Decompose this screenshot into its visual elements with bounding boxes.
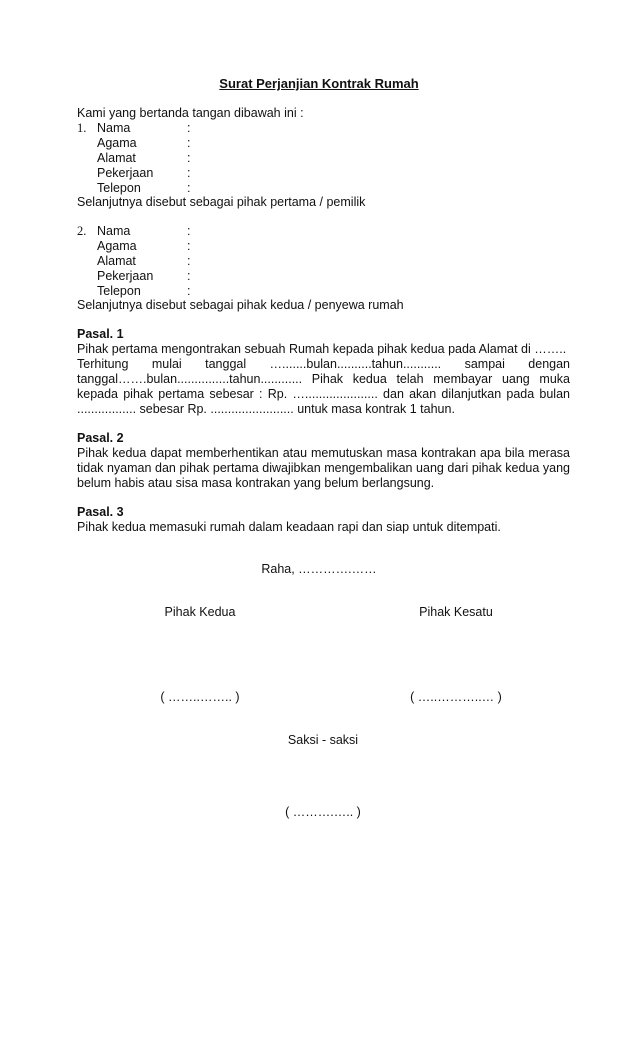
party2-field-label: Telepon bbox=[97, 284, 141, 298]
intro-text: Kami yang bertanda tangan dibawah ini : bbox=[77, 106, 304, 120]
party2-number: 2. bbox=[77, 224, 87, 238]
party1-field-label: Agama bbox=[97, 136, 137, 150]
party1-field-label: Telepon bbox=[97, 181, 141, 195]
pasal1-line: Terhitung mulai tanggal ….......bulan..........tahun........... sampai dengan bbox=[77, 357, 570, 371]
party1-field-colon: : bbox=[187, 166, 191, 180]
party2-field-label: Pekerjaan bbox=[97, 269, 154, 283]
pasal1-line: kepada pihak pertama sebesar : Rp. …..................... dan akan dilanjutkan pada bulan bbox=[77, 387, 570, 401]
pasal2-line: Pihak kedua dapat memberhentikan atau memutuskan masa kontrakan apa bila merasa bbox=[77, 446, 570, 460]
right-party-label: Pihak Kesatu bbox=[419, 605, 493, 619]
party1-number: 1. bbox=[77, 121, 87, 135]
place-date: Raha, ………….…… bbox=[261, 562, 377, 576]
party2-field-colon: : bbox=[187, 224, 191, 238]
party2-field-label: Agama bbox=[97, 239, 137, 253]
party1-field-colon: : bbox=[187, 181, 191, 195]
witness-signature-blank: ( ……….….. ) bbox=[285, 805, 361, 819]
pasal2-line: tidak nyaman dan pihak pertama diwajibkan mengembalikan uang dari pihak kedua yang bbox=[77, 461, 570, 475]
party1-field-label: Pekerjaan bbox=[97, 166, 154, 180]
party1-field-label: Nama bbox=[97, 121, 131, 135]
pasal1-line: Pihak pertama mengontrakan sebuah Rumah kepada pihak kedua pada Alamat di …….. bbox=[77, 342, 567, 356]
party1-field-colon: : bbox=[187, 136, 191, 150]
party2-field-colon: : bbox=[187, 254, 191, 268]
left-signature-blank: ( ……..…….. ) bbox=[160, 690, 240, 704]
party2-field-colon: : bbox=[187, 269, 191, 283]
pasal3-line: Pihak kedua memasuki rumah dalam keadaan rapi dan siap untuk ditempati. bbox=[77, 520, 501, 534]
pasal2-heading: Pasal. 2 bbox=[77, 431, 124, 445]
party2-field-label: Nama bbox=[97, 224, 131, 238]
pasal1-line: ................. sebesar Rp. ........................ untuk masa kontrak 1 tahun. bbox=[77, 402, 455, 416]
party2-field-colon: : bbox=[187, 239, 191, 253]
pasal2-line: belum habis atau sisa masa kontrakan yang belum berlangsung. bbox=[77, 476, 435, 490]
party2-field-label: Alamat bbox=[97, 254, 136, 268]
party2-closing: Selanjutnya disebut sebagai pihak kedua / penyewa rumah bbox=[77, 298, 404, 312]
pasal1-line: tanggal…….bulan...............tahun............ Pihak kedua telah membayar uang muka bbox=[77, 372, 570, 386]
right-signature-blank: ( …..………..… ) bbox=[410, 690, 502, 704]
party1-field-colon: : bbox=[187, 121, 191, 135]
witness-label: Saksi - saksi bbox=[287, 733, 359, 747]
pasal1-heading: Pasal. 1 bbox=[77, 327, 124, 341]
left-party-label: Pihak Kedua bbox=[164, 605, 236, 619]
party2-field-colon: : bbox=[187, 284, 191, 298]
party1-closing: Selanjutnya disebut sebagai pihak pertama / pemilik bbox=[77, 195, 366, 209]
party1-field-label: Alamat bbox=[97, 151, 136, 165]
document-title: Surat Perjanjian Kontrak Rumah bbox=[219, 76, 419, 91]
pasal3-heading: Pasal. 3 bbox=[77, 505, 124, 519]
party1-field-colon: : bbox=[187, 151, 191, 165]
